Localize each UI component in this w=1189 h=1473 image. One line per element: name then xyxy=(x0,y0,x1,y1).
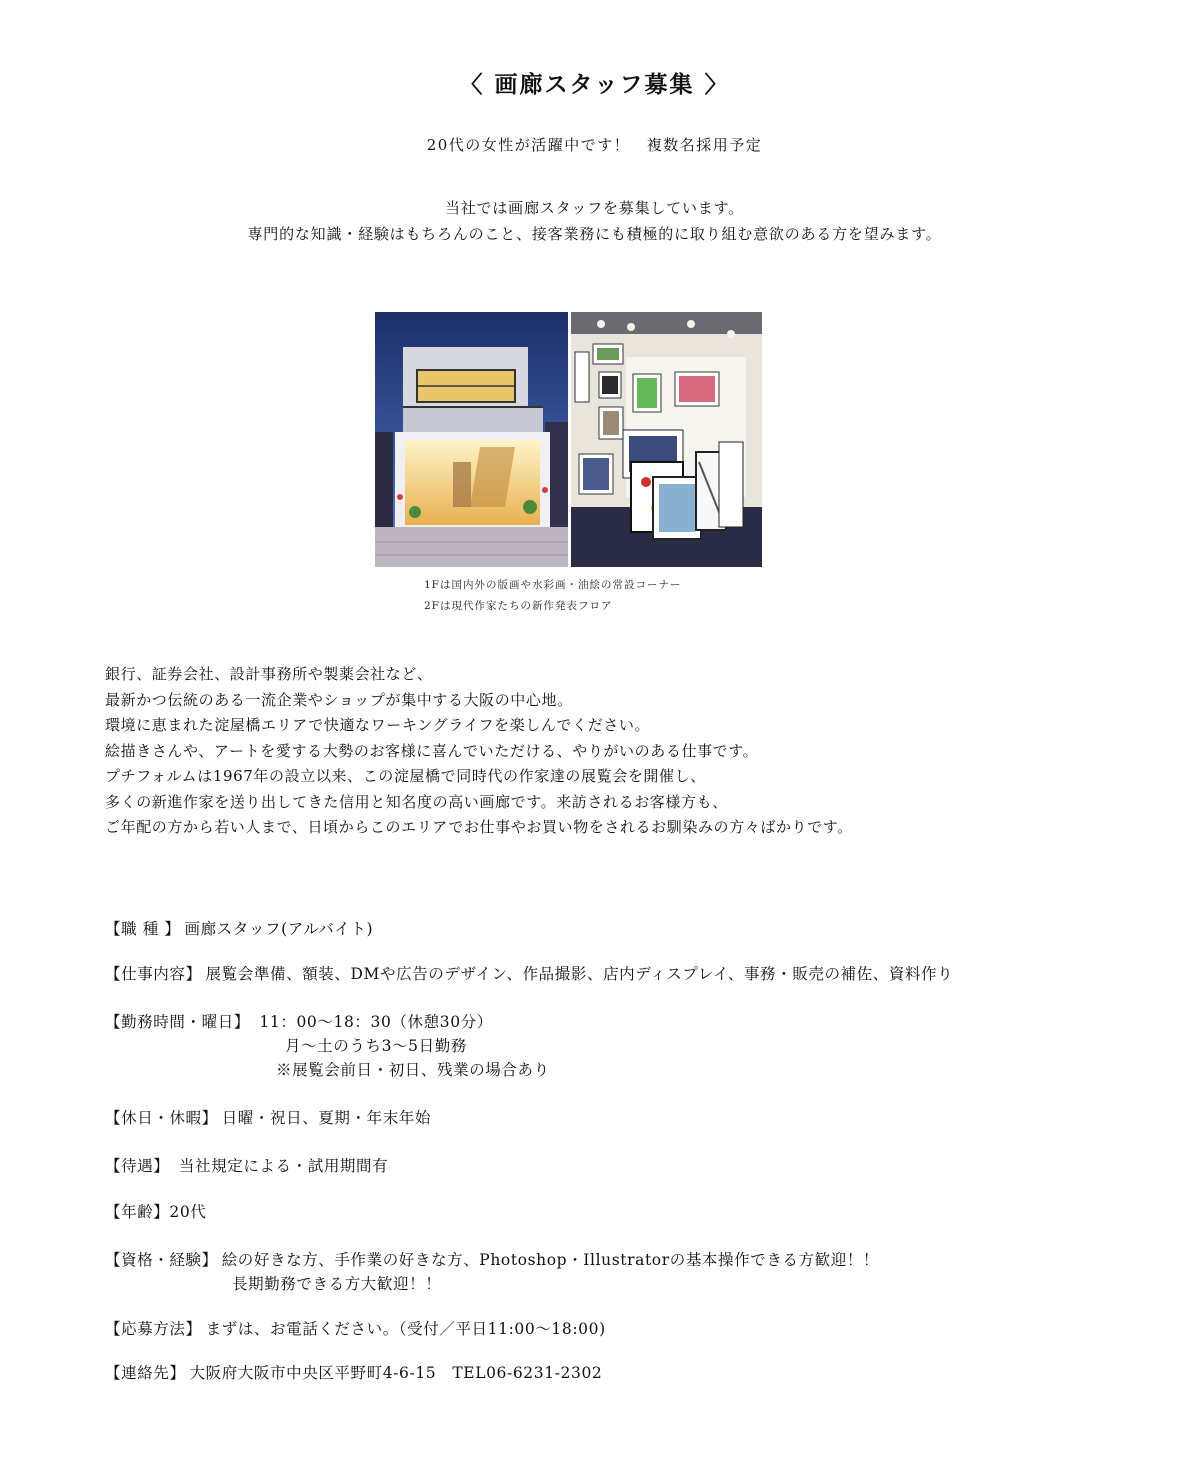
description-line: プチフォルムは1967年の設立以来、この淀屋橋で同時代の作家達の展覧会を開催し、 xyxy=(105,767,706,785)
field-work-days: 月～土のうち3～5日勤務 xyxy=(285,1037,467,1055)
photo-caption-1f: 1Fは国内外の版画や水彩画・油絵の常設コーナー xyxy=(424,579,682,591)
field-label: 【年齢】 xyxy=(105,1203,170,1221)
field-value: 日曜・祝日、夏期・年末年始 xyxy=(221,1109,432,1127)
field-work-hours xyxy=(105,1010,493,1032)
field-value: 展覧会準備、額装、DMや広告のデザイン、作品撮影、店内ディスプレイ、事務・販売の補佐、資料作り xyxy=(205,965,954,983)
gallery-interior-photo xyxy=(571,312,762,567)
description-line: 環境に恵まれた淀屋橋エリアで快適なワーキングライフを楽しんでください。 xyxy=(105,716,651,734)
field-value: 画廊スタッフ(アルバイト) xyxy=(184,920,374,938)
field-label: 【職 種 】 xyxy=(105,920,181,938)
subtitle: 20代の女性が活躍中です！ 複数名採用予定 xyxy=(426,136,763,154)
description xyxy=(105,662,1105,841)
field-work-content xyxy=(105,962,953,984)
field-label: 【待遇】 xyxy=(105,1157,170,1175)
field-treatment xyxy=(105,1154,388,1176)
gallery-photos xyxy=(375,312,762,567)
description-line: 多くの新進作家を送り出してきた信用と知名度の高い画廊です。来訪されるお客様方も、 xyxy=(105,792,728,811)
intro-line-2: 専門的な知識・経験はもちろんのこと、接客業務にも積極的に取り組む意欲のある方を望みます。 xyxy=(247,225,942,243)
field-value: 20代 xyxy=(169,1203,207,1221)
field-overtime-note: ※展覧会前日・初日、残業の場合あり xyxy=(276,1061,550,1079)
photo-caption-2f: 2Fは現代作家たちの新作発表フロア xyxy=(424,600,613,612)
field-value: 絵の好きな方、手作業の好きな方、Photoshop・Illustratorの基本操作できる方歓迎！！ xyxy=(221,1251,880,1269)
field-contact xyxy=(105,1361,602,1383)
intro-line-1: 当社では画廊スタッフを募集しています。 xyxy=(444,199,744,217)
field-age xyxy=(105,1200,206,1222)
field-value: 11：00～18：30（休憩30分） xyxy=(253,1013,493,1031)
field-label: 【応募方法】 xyxy=(105,1320,202,1338)
field-label: 【仕事内容】 xyxy=(105,965,202,983)
description-line: 絵描きさんや、アートを愛する大勢のお客様に喜んでいただける、やりがいのある仕事です。 xyxy=(105,741,759,760)
field-label: 【資格・経験】 xyxy=(105,1251,218,1269)
field-job-type xyxy=(105,917,373,939)
field-value: 当社規定による・試用期間有 xyxy=(173,1157,389,1175)
field-label: 【勤務時間・曜日】 xyxy=(105,1013,250,1031)
field-value: まずは、お電話ください。（受付／平日11:00～18:00) xyxy=(205,1320,606,1338)
field-value: 大阪府大阪市中央区平野町4-6-15 TEL06-6231-2302 xyxy=(189,1364,603,1382)
page-title: 〈 画廊スタッフ募集 〉 xyxy=(459,71,730,98)
description-line: 最新かつ伝統のある一流企業やショップが集中する大阪の中心地。 xyxy=(105,690,573,709)
field-label: 【連絡先】 xyxy=(105,1364,186,1382)
description-line: ご年配の方から若い人まで、日頃からこのエリアでお仕事やお買い物をされるお馴染みの方々ばかりです。 xyxy=(105,818,853,836)
description-line: 銀行、証券会社、設計事務所や製薬会社など、 xyxy=(105,665,433,683)
gallery-exterior-photo xyxy=(375,312,568,567)
field-qualification-note: 長期勤務できる方大歓迎！！ xyxy=(232,1275,442,1293)
field-qualification xyxy=(105,1248,879,1270)
field-label: 【休日・休暇】 xyxy=(105,1109,218,1127)
field-apply-method xyxy=(105,1317,606,1339)
field-holidays xyxy=(105,1106,431,1128)
